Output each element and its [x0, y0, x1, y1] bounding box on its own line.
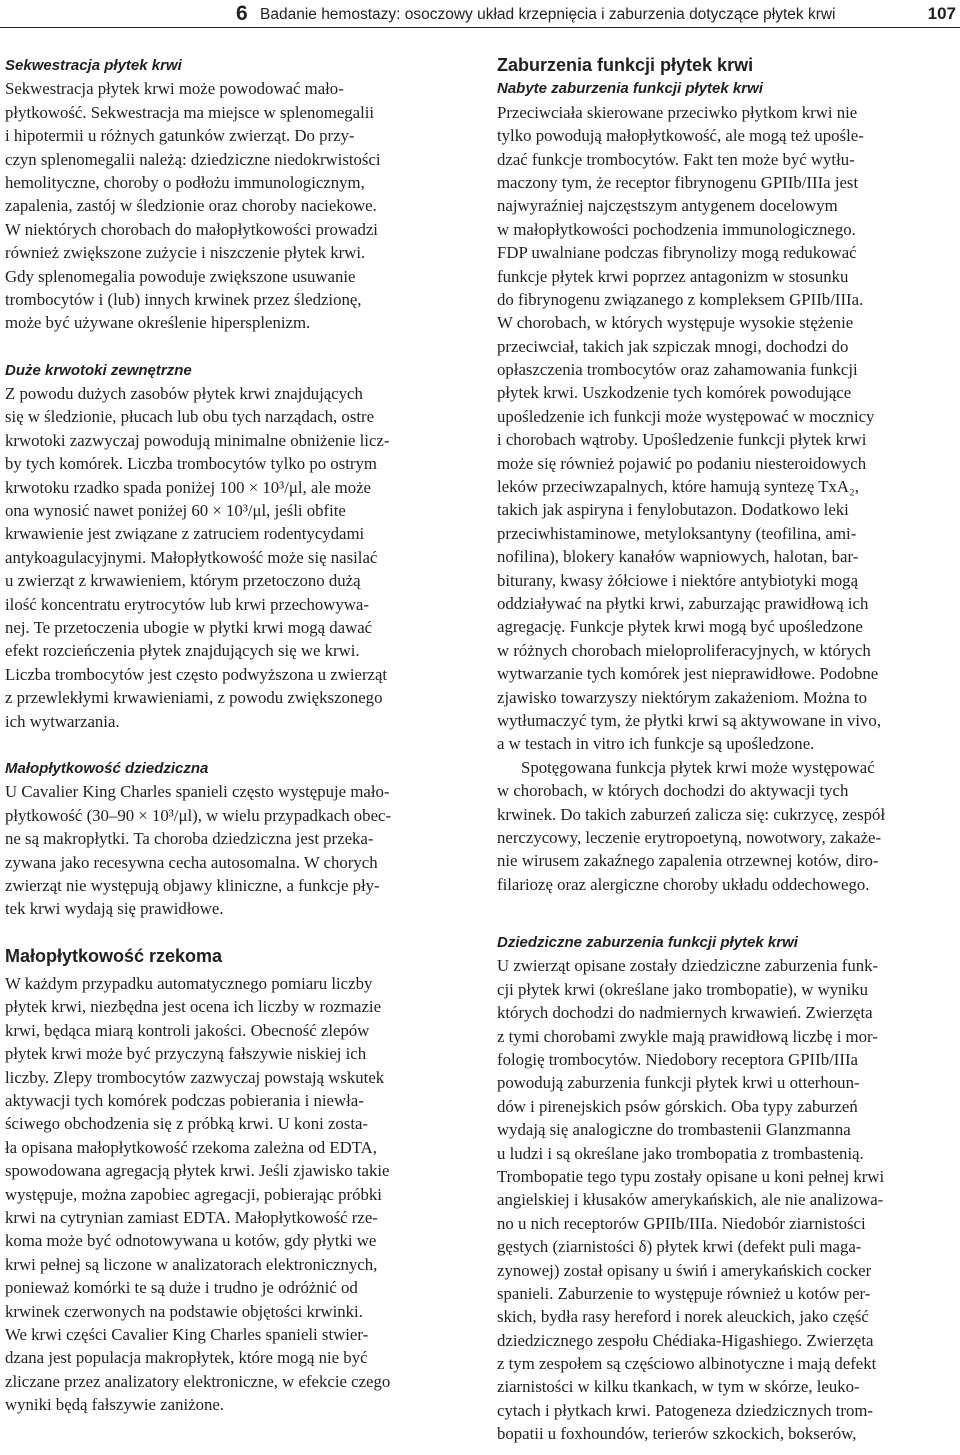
text-line: ne są makropłytki. Ta choroba dziedziczna jest przeka- — [5, 829, 374, 849]
text-line: płytek krwi. Uszkodzenie tych komórek powodujące — [497, 383, 852, 403]
text-line: krwi, będąca miarą kontroli jakości. Obecność zlepów — [5, 1020, 370, 1040]
text-line: zwierząt nie występują objawy kliniczne, a funkcje pły- — [5, 875, 380, 895]
section-heading: Zaburzenia funkcji płytek krwi — [497, 55, 754, 75]
text-line: antykoagulacyjnymi. Małopłytkowość może się nasilać — [5, 547, 378, 567]
paragraph-gap — [5, 335, 463, 359]
text-line: w różnych chorobach mieloproliferacyjnych, w których — [497, 640, 871, 660]
text-line: FDP uwalniane podczas fibrynolizy mogą redukować — [497, 243, 857, 263]
text-line: zynowej) został opisany u świń i amerykańskich cocker — [497, 1260, 872, 1280]
text-line: krwinek. Do takich zaburzeń zalicza się: cukrzycę, zespół — [497, 804, 886, 824]
chapter-number: 6 — [236, 2, 248, 25]
text-line: tek krwi wydają się prawidłowe. — [5, 899, 224, 919]
text-line: biturany, kwasy żółciowe i niektóre antybiotyki mogą — [497, 570, 859, 590]
text-line: ilość koncentratu erytrocytów lub krwi przechowywa- — [5, 594, 369, 614]
text-line: skich, bydła rasy hereford i norek aleuckich, jako część — [497, 1307, 869, 1327]
paragraph-gap — [5, 733, 463, 757]
text-line: opłaszczenia trombocytów oraz zahamowania funkcji — [497, 360, 858, 380]
text-line: wytłumaczyć tym, że płytki krwi są aktywowane in vivo, — [497, 710, 882, 730]
text-line: przeciwciał, takich jak szpiczak mnogi, dochodzi do — [497, 336, 849, 356]
text-line: może się również pojawić po podaniu niesteroidowych — [497, 453, 867, 473]
text-line: W każdym przypadku automatycznego pomiaru liczby — [5, 974, 373, 994]
text-line: a w testach in vitro ich funkcje są upośledzone. — [497, 734, 815, 754]
text-line: dów i pirenejskich psów górskich. Oba typy zaburzeń — [497, 1096, 858, 1116]
text-line: płytkowość (30–90 × 10³/μl), w wielu przypadkach obec- — [5, 805, 392, 825]
text-line: filariozę oraz alergiczne choroby układu oddechowego. — [497, 874, 870, 894]
text-line: płytkowość. Sekwestracja ma miejsce w splenomegalii — [5, 102, 375, 122]
text-line: ich wytwarzania. — [5, 711, 120, 731]
text-line: spanieli. Zaburzenie to występuje również u kotów per- — [497, 1283, 871, 1303]
text-line: wydają się analogiczne do trombastenii Glanzmanna — [497, 1120, 851, 1140]
text-line: zjawisko towarzyszy niektórym zakażeniom. Można to — [497, 687, 867, 707]
text-line: maczony tym, że receptor fibrynogenu GPIIb/IIIa jest — [497, 172, 859, 192]
left-column — [5, 54, 463, 1416]
text-line: U zwierząt opisane zostały dziedziczne zaburzenia funk- — [497, 956, 879, 976]
text-line: ła opisana małopłytkowość rzekoma zależna od EDTA, — [5, 1137, 377, 1157]
text-line: angielskiej i kłusaków amerykańskich, ale nie analizowa- — [497, 1190, 884, 1210]
text-line: u zwierząt z krwawieniem, którym przetoczono dużą — [5, 571, 361, 591]
text-line: może być używane określenie hipersplenizm. — [5, 313, 311, 333]
paragraph-gap — [497, 896, 956, 931]
paragraph-gap — [5, 921, 463, 945]
text-line: których dochodzi do nadmiernych krwawień. Zwierzęta — [497, 1003, 873, 1023]
text-line: hemolityczne, choroby o podłożu immunologicznym, — [5, 172, 365, 192]
section-heading: Małopłytkowość rzekoma — [5, 945, 223, 966]
text-line: krwi pełnej są liczone w analizatorach elektronicznych, — [5, 1254, 378, 1274]
text-line: zywana jako recesywna cecha autosomalna. W chorych — [5, 852, 378, 872]
text-line: funkcje płytek krwi poprzez antagonizm w stosunku — [497, 266, 849, 286]
text-line: dzać funkcje trombocytów. Fakt ten może być wytłu- — [497, 149, 855, 169]
text-line: W chorobach, w których występuje wysokie stężenie — [497, 313, 854, 333]
text-line: Przeciwciała skierowane przeciwko płytkom krwi nie — [497, 102, 858, 122]
text-line: krwotoku rzadko spada poniżej 100 × 10³/μl, ale może — [5, 477, 372, 497]
text-line: z przewlekłymi krwawieniami, z powodu zwiększonego — [5, 688, 383, 708]
text-line: u ludzi i są określane jako trombopatia z trombastenią. — [497, 1143, 864, 1163]
text-line: spowodowana agregacją płytek krwi. Jeśli zjawisko takie — [5, 1161, 390, 1181]
text-line: Spotęgowana funkcja płytek krwi może występować — [521, 757, 875, 777]
text-line: wyniki będą fałszywie zaniżone. — [5, 1395, 225, 1415]
text-line: cji płytek krwi (określane jako trombopatie), w wyniku — [497, 979, 868, 999]
text-line: U Cavalier King Charles spanieli często występuje mało- — [5, 782, 390, 802]
text-line: w chorobach, w których dochodzi do aktywacji tych — [497, 781, 849, 801]
text-line: również zwiększone zużycie i niszczenie płytek krwi. — [5, 243, 366, 263]
subsection-heading: Sekwestracja płytek krwi — [5, 57, 182, 74]
text-line: Trombopatie tego typu zostały opisane u koni pełnej krwi — [497, 1166, 885, 1186]
text-line: z tym zespołem są częściowo albinotyczne i mają defekt — [497, 1354, 877, 1374]
text-line: wytwarzanie tych komórek jest nieprawidłowe. Podobne — [497, 664, 879, 684]
text-line: ona wynosić nawet poniżej 60 × 10³/μl, jeśli obfite — [5, 501, 346, 521]
text-line: liczby. Zlepy trombocytów zazwyczaj powstają wskutek — [5, 1067, 385, 1087]
text-line: upośledzenie ich funkcji może występować w mocznicy — [497, 406, 875, 426]
text-line: czyn splenomegalii należą: dziedziczne niedokrwistości — [5, 149, 381, 169]
text-line: nie wirusem zakaźnego zapalenia otrzewnej kotów, diro- — [497, 851, 879, 871]
text-line: fologię trombocytów. Niedobory receptora GPIIb/IIIa — [497, 1050, 858, 1070]
text-line: leków przeciwzapalnych, które hamują syntezę TxA₂, — [497, 477, 860, 497]
subsection-heading: Małopłytkowość dziedziczna — [5, 759, 209, 777]
text-line: się w śledzionie, płucach lub obu tych narządach, ostre — [5, 407, 375, 427]
text-line: cytach i płytkach krwi. Patogeneza dziedzicznych trom- — [497, 1400, 874, 1420]
text-line: przeciwhistaminowe, metyloksantyny (teofilina, ami- — [497, 523, 857, 543]
text-line: w małopłytkowości pochodzenia immunologicznego. — [497, 219, 856, 239]
text-line: i chorobach wątroby. Upośledzenie funkcji płytek krwi — [497, 430, 867, 450]
text-line: dziedzicznego zespołu Chédiaka-Higashiego. Zwierzęta — [497, 1330, 874, 1350]
text-line: płytek krwi, niezbędna jest ocena ich liczby w rozmazie — [5, 997, 382, 1017]
text-line: powodują zaburzenia funkcji płytek krwi u otterhoun- — [497, 1073, 860, 1093]
text-line: z tymi chorobami zwykle mają prawidłową liczbę i mor- — [497, 1026, 878, 1046]
text-line: krwawienie jest związane z zatruciem rodentycydami — [5, 524, 365, 544]
right-column — [497, 54, 956, 1446]
subsection-heading: Dziedziczne zaburzenia funkcji płytek krwi — [497, 934, 798, 952]
text-line: ponieważ komórki te są duże i trudno je odróżnić od — [5, 1278, 358, 1298]
text-line: nej. Te przetoczenia ubogie w płytki krwi mogą dawać — [5, 617, 373, 637]
subsection-heading: Duże krwotoki zewnętrzne — [5, 361, 192, 379]
text-line: dzana jest populacja makropłytek, które mogą nie być — [5, 1348, 368, 1368]
text-line: Sekwestracja płytek krwi może powodować mało- — [5, 79, 344, 99]
text-line: ściwego obchodzenia się z próbką krwi. U koni zosta- — [5, 1114, 369, 1134]
text-line: nofilina), blokery kanałów wapniowych, halotan, bar- — [497, 547, 859, 567]
text-line: Liczba trombocytów jest często podwyższona u zwierząt — [5, 664, 388, 684]
text-line: zapalenia, zastój w śledzionie oraz choroby naciekowe. — [5, 196, 377, 216]
text-line: no u nich receptorów GPIIb/IIIa. Niedobór ziarnistości — [497, 1213, 866, 1233]
header-rule — [0, 27, 960, 28]
text-line: by tych komórek. Liczba trombocytów tylko po ostrym — [5, 454, 377, 474]
text-line: W niektórych chorobach do małopłytkowości prowadzi — [5, 219, 378, 239]
text-line: gęstych (ziarnistości δ) płytek krwi (defekt puli maga- — [497, 1237, 862, 1257]
text-line: do fibrynogenu związanego z kompleksem GPIIb/IIIa. — [497, 289, 864, 309]
text-line: takich jak aspiryna i fenylobutazon. Dodatkowo leki — [497, 500, 849, 520]
text-line: występuje, można zapobiec agregacji, pobierając próbki — [5, 1184, 382, 1204]
text-line: tylko powodują małopłytkowość, ale mogą też upośle- — [497, 126, 864, 146]
text-line: efekt rozcieńczenia płytek znajdujących się we krwi. — [5, 641, 360, 661]
subsection-heading: Nabyte zaburzenia funkcji płytek krwi — [497, 80, 763, 98]
chapter-title: Badanie hemostazy: osoczowy układ krzepnięcia i zaburzenia dotyczące płytek krwi — [260, 6, 836, 23]
text-line: We krwi części Cavalier King Charles spanieli stwier- — [5, 1324, 369, 1344]
text-line: krwotoki zazwyczaj powodują minimalne obniżenie licz- — [5, 430, 390, 450]
text-line: Gdy splenomegalia powoduje zwiększone usuwanie — [5, 266, 356, 286]
text-line: krwi na cytrynian zamiast EDTA. Małopłytkowość rze- — [5, 1207, 378, 1227]
running-head — [0, 0, 960, 30]
text-line: Z powodu dużych zasobów płytek krwi znajdujących — [5, 384, 363, 404]
text-line: płytek krwi może być przyczyną fałszywie niskiej ich — [5, 1044, 367, 1064]
text-line: agregację. Funkcje płytek krwi mogą być upośledzone — [497, 617, 863, 637]
text-line: krwinek czerwonych na podstawie objętości krwinki. — [5, 1301, 363, 1321]
page-number: 107 — [927, 4, 956, 23]
text-line: zliczane przez analizatory elektroniczne, w efekcie czego — [5, 1371, 391, 1391]
text-line: aktywacji tych komórek podczas pobierania i niewła- — [5, 1091, 364, 1111]
text-line: oddziaływać na płytki krwi, zaburzając prawidłową ich — [497, 593, 869, 613]
text-line: i hipotermii u różnych gatunków zwierząt. Do przy- — [5, 126, 355, 146]
text-line: koma może być odnotowywana u kotów, gdy płytki we — [5, 1231, 377, 1251]
text-line: trombocytów i (lub) innych krwinek przez śledzionę, — [5, 289, 362, 309]
text-line: najwyraźniej najczęstszym antygenem docelowym — [497, 196, 838, 216]
text-line: nerczycowy, leczenie erytropoetyną, nowotwory, zakaże- — [497, 827, 882, 847]
text-line: ziarnistości w kilku tkankach, w tym w skórze, leuko- — [497, 1377, 860, 1397]
text-line: bopatii u foxhoundów, terierów szkockich, bokserów, — [497, 1424, 857, 1444]
